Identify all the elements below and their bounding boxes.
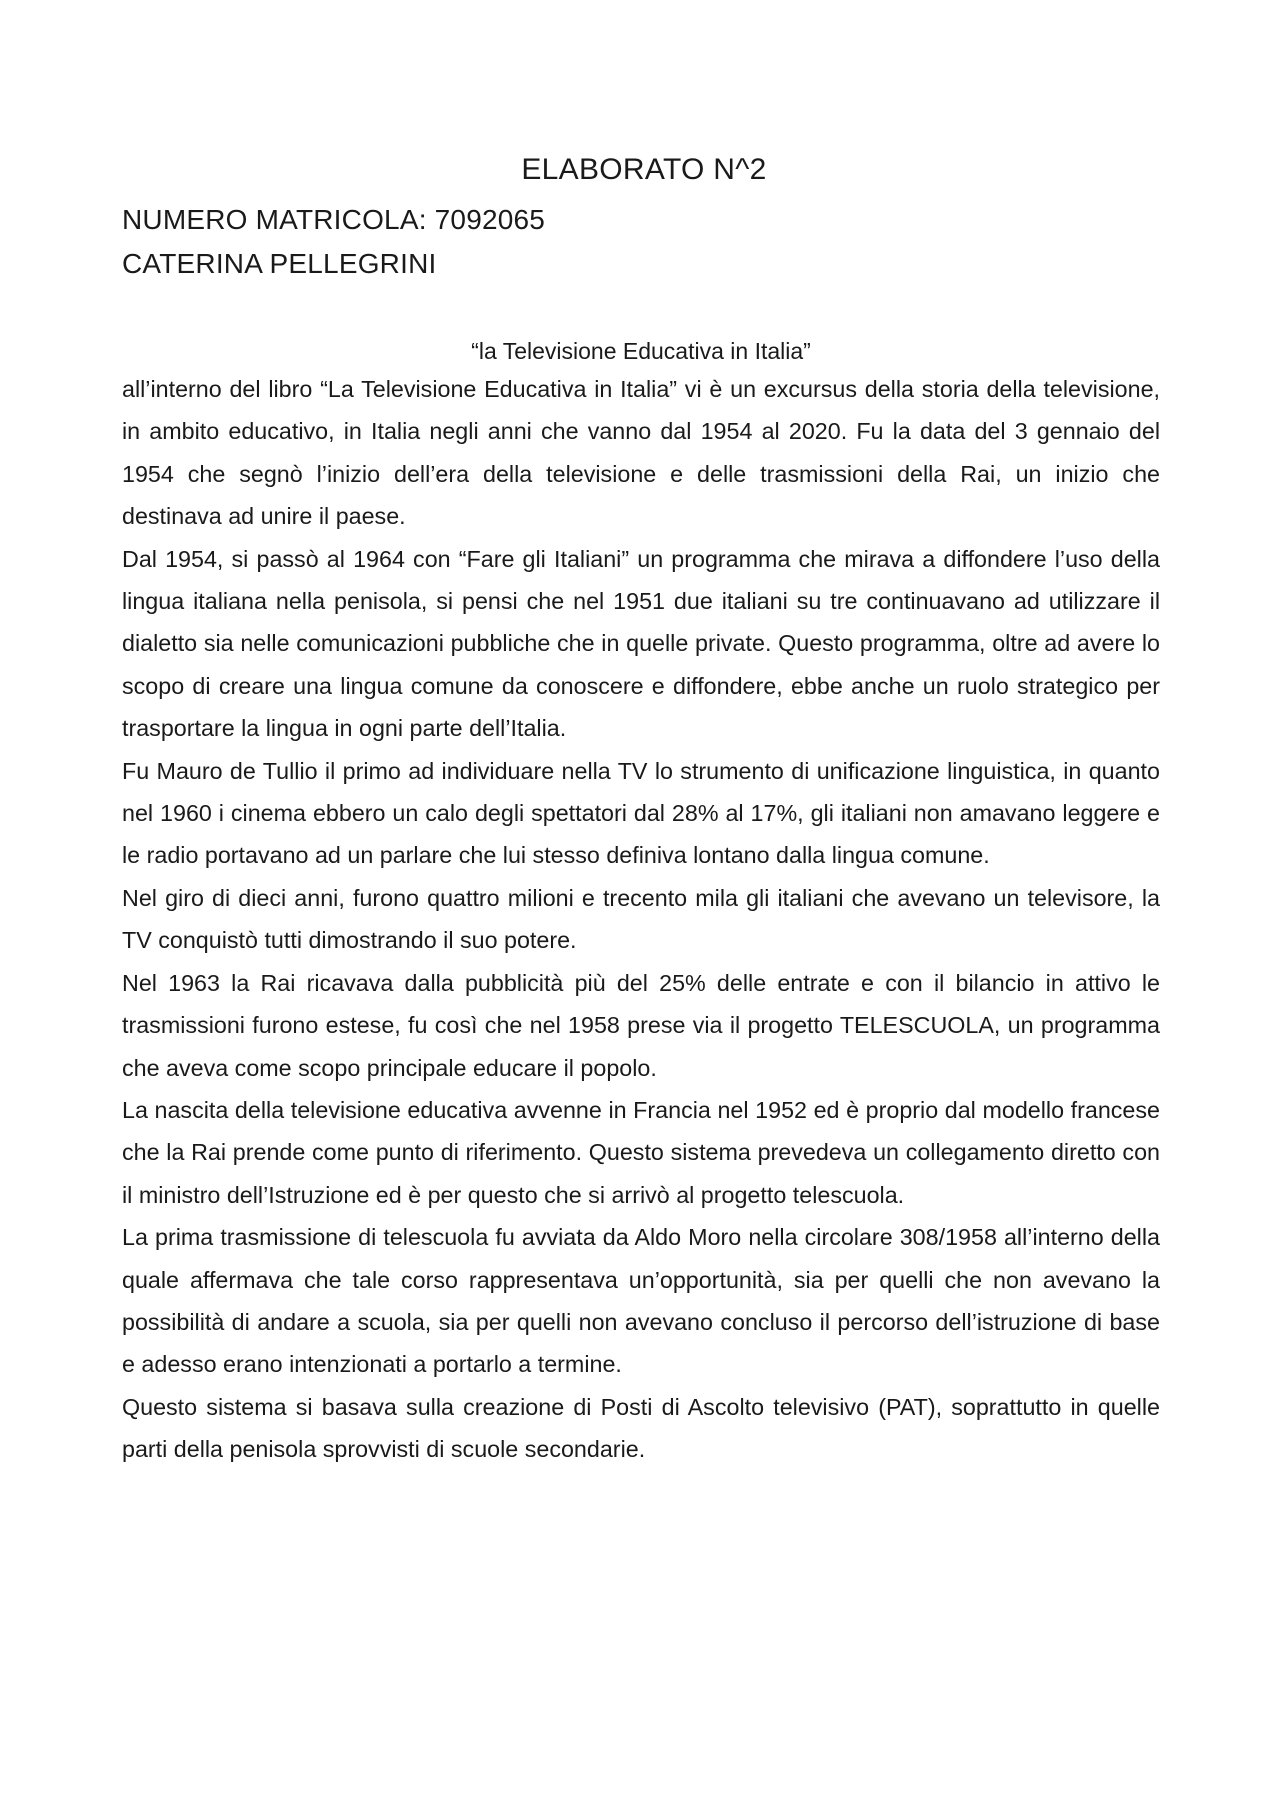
paragraph-5: Nel 1963 la Rai ricavava dalla pubblicità più del 25% delle entrate e con il bilancio in attivo le trasmissioni furono estese, fu così che nel 1958 prese via il progetto TELESCUOLA, un programma che aveva come scopo principale educare il popolo. [122, 969, 1160, 1081]
essay-body [122, 368, 1160, 1471]
student-id-line: NUMERO MATRICOLA: 7092065 [122, 204, 546, 235]
paragraph-8: Questo sistema si basava sulla creazione di Posti di Ascolto televisivo (PAT), soprattutto in quelle parti della penisola sprovvisti di scuole secondarie. [122, 1393, 1160, 1463]
essay-title: “la Televisione Educativa in Italia” [471, 338, 811, 364]
student-name: CATERINA PELLEGRINI [122, 248, 437, 279]
document-title: ELABORATO N^2 [521, 153, 767, 186]
paragraph-2: Dal 1954, si passò al 1964 con “Fare gli Italiani” un programma che mirava a diffondere l’uso della lingua italiana nella penisola, si pensi che nel 1951 due italiani su tre continuavano ad utilizzare il dialetto sia nelle comunicazioni pubbliche che in quelle private. Questo programma, oltre ad avere lo scopo di creare una lingua comune da conoscere e diffondere, ebbe anche un ruolo strategico per trasportare la lingua in ogni parte dell’Italia. [122, 545, 1160, 742]
paragraph-3: Fu Mauro de Tullio il primo ad individuare nella TV lo strumento di unificazione linguistica, in quanto nel 1960 i cinema ebbero un calo degli spettatori dal 28% al 17%, gli italiani non amavano leggere e le radio portavano ad un parlare che lui stesso definiva lontano dalla lingua comune. [122, 757, 1160, 869]
paragraph-1: all’interno del libro “La Televisione Educativa in Italia” vi è un excursus della storia della televisione, in ambito educativo, in Italia negli anni che vanno dal 1954 al 2020. Fu la data del 3 gennaio del 1954 che segnò l’inizio dell’era della televisione e delle trasmissioni della Rai, un inizio che destinava ad unire il paese. [122, 376, 1160, 530]
paragraph-4: Nel giro di dieci anni, furono quattro milioni e trecento mila gli italiani che avevano un televisore, la TV conquistò tutti dimostrando il suo potere. [122, 884, 1160, 954]
document-page [122, 150, 1160, 1471]
paragraph-6: La nascita della televisione educativa avvenne in Francia nel 1952 ed è proprio dal modello francese che la Rai prende come punto di riferimento. Questo sistema prevedeva un collegamento diretto con il ministro dell’Istruzione ed è per questo che si arrivò al progetto telescuola. [122, 1096, 1160, 1208]
paragraph-7: La prima trasmissione di telescuola fu avviata da Aldo Moro nella circolare 308/1958 all’interno della quale affermava che tale corso rappresentava un’opportunità, sia per quelli che non avevano la possibilità di andare a scuola, sia per quelli non avevano concluso il percorso dell’istruzione di base e adesso erano intenzionati a portarlo a termine. [122, 1224, 1160, 1378]
